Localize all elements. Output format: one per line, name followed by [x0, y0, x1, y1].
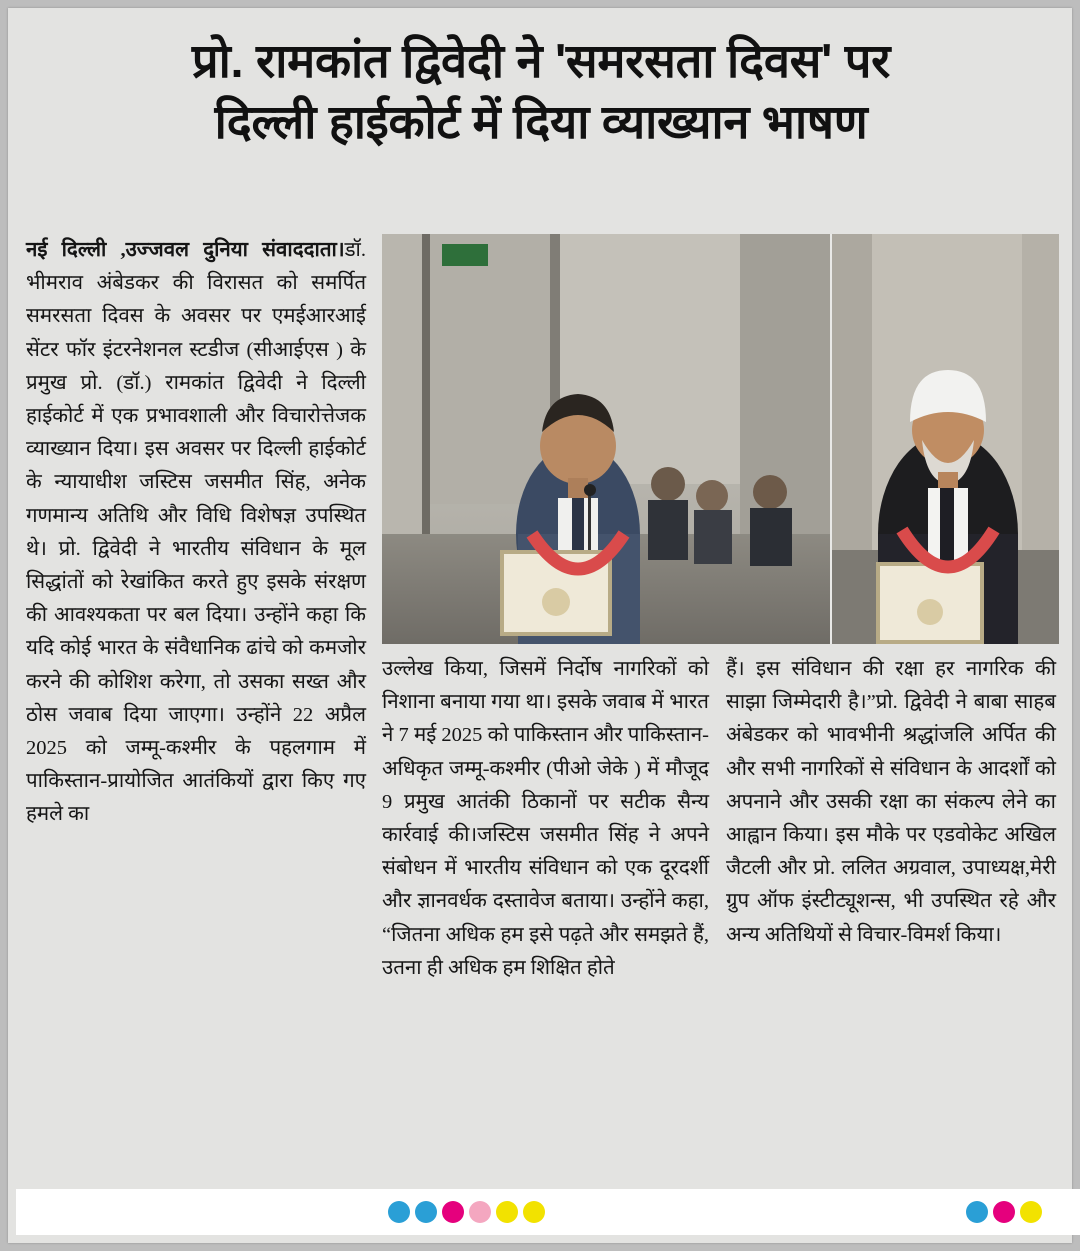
- page-edge-left: [0, 0, 8, 1251]
- color-dot: [469, 1201, 491, 1223]
- article-sheet: [8, 8, 1072, 1243]
- color-dots-left: [388, 1201, 545, 1223]
- headline-line-2: दिल्ली हाईकोर्ट में दिया व्याख्यान भाषण: [214, 95, 868, 149]
- column-2-text: उल्लेख किया, जिसमें निर्दोष नागरिकों को निशाना बनाया गया था। इसके जवाब में भारत ने 7 मई 2025 को पाकिस्तान और पाकिस्तान-अधिकृत जम्मू-कश्मीर (पीओ जेके ) में मौजूद 9 प्रमुख आतंकी ठिकानों पर सटीक सैन्य कार्रवाई की।जस्टिस जसमीत सिंह ने अपने संबोधन में भारतीय संविधान को एक दूरदर्शी और ज्ञानवर्धक दस्तावेज बताया। उन्होंने कहा, “जितना अधिक हम इसे पढ़ते और समझते हैं, उतना ही अधिक हम शिक्षित होते: [382, 658, 709, 979]
- color-dots-right: [966, 1201, 1042, 1223]
- headline-line-1: प्रो. रामकांत द्विवेदी ने 'समरसता दिवस' पर: [191, 34, 891, 87]
- color-dot: [966, 1201, 988, 1223]
- color-dot: [496, 1201, 518, 1223]
- column-3-text: हैं। इस संविधान की रक्षा हर नागरिक की साझा जिम्मेदारी है।”प्रो. द्विवेदी ने बाबा साहब अंबेडकर को भावभीनी श्रद्धांजलि अर्पित की और सभी नागरिकों से संविधान के आदर्शों को अपनाने और उसकी रक्षा का संकल्प लेने का आह्वान किया। इस मौके पर एडवोकेट अखिल जैटली और प्रो. ललित अग्रवाल, उपाध्यक्ष,मेरी ग्रुप ऑफ इंस्टीट्यूशन्स, भी उपस्थित रहे और अन्य अतिथियों से विचार-विमर्श किया।: [726, 658, 1056, 946]
- column-1-text: [26, 234, 366, 832]
- column-1-body: डॉ. भीमराव अंबेडकर की विरासत को समर्पित समरसता दिवस के अवसर पर एमईआरआई सेंटर फॉर इंटरनेशनल स्टडीज (सीआईएस ) के प्रमुख प्रो. (डॉ.) रामकांत द्विवेदी ने दिल्ली हाईकोर्ट में एक प्रभावशाली और विचारोत्तेजक व्याख्यान दिया। इस अवसर पर दिल्ली हाईकोर्ट के न्यायाधीश जस्टिस जसमीत सिंह, अनेक गणमान्य अतिथि और विधि विशेषज्ञ उपस्थित थे। प्रो. द्विवेदी ने भारतीय संविधान के मूल सिद्धांतों को रेखांकित करते हुए इसके संरक्षण की आवश्यकता पर बल दिया। उन्होंने कहा कि यदि कोई भारत के संवैधानिक ढांचे को कमजोर करने की कोशिश करेगा, तो उसका सख्त और ठोस जवाब दिया जाएगा। उन्होंने 22 अप्रैल 2025 को जम्मू-कश्मीर के पहलगाम में पाकिस्तान-प्रायोजित आतंकियों द्वारा किए गए हमले का: [26, 239, 366, 826]
- headline: [26, 30, 1056, 152]
- page-edge-right: [1072, 0, 1080, 1251]
- page-edge-bottom: [0, 1243, 1080, 1251]
- color-dot: [993, 1201, 1015, 1223]
- footer-registration-bar: [16, 1189, 1080, 1235]
- color-dot: [415, 1201, 437, 1223]
- color-dot: [388, 1201, 410, 1223]
- page-edge-top: [0, 0, 1080, 8]
- article-body: [26, 234, 1056, 1184]
- color-dot: [1020, 1201, 1042, 1223]
- column-2: [382, 653, 709, 985]
- color-dot: [442, 1201, 464, 1223]
- column-1: [26, 234, 366, 832]
- color-dot: [523, 1201, 545, 1223]
- byline: नई दिल्ली ,उज्जवल दुनिया संवाददाता।: [26, 239, 345, 261]
- column-3: [726, 653, 1056, 952]
